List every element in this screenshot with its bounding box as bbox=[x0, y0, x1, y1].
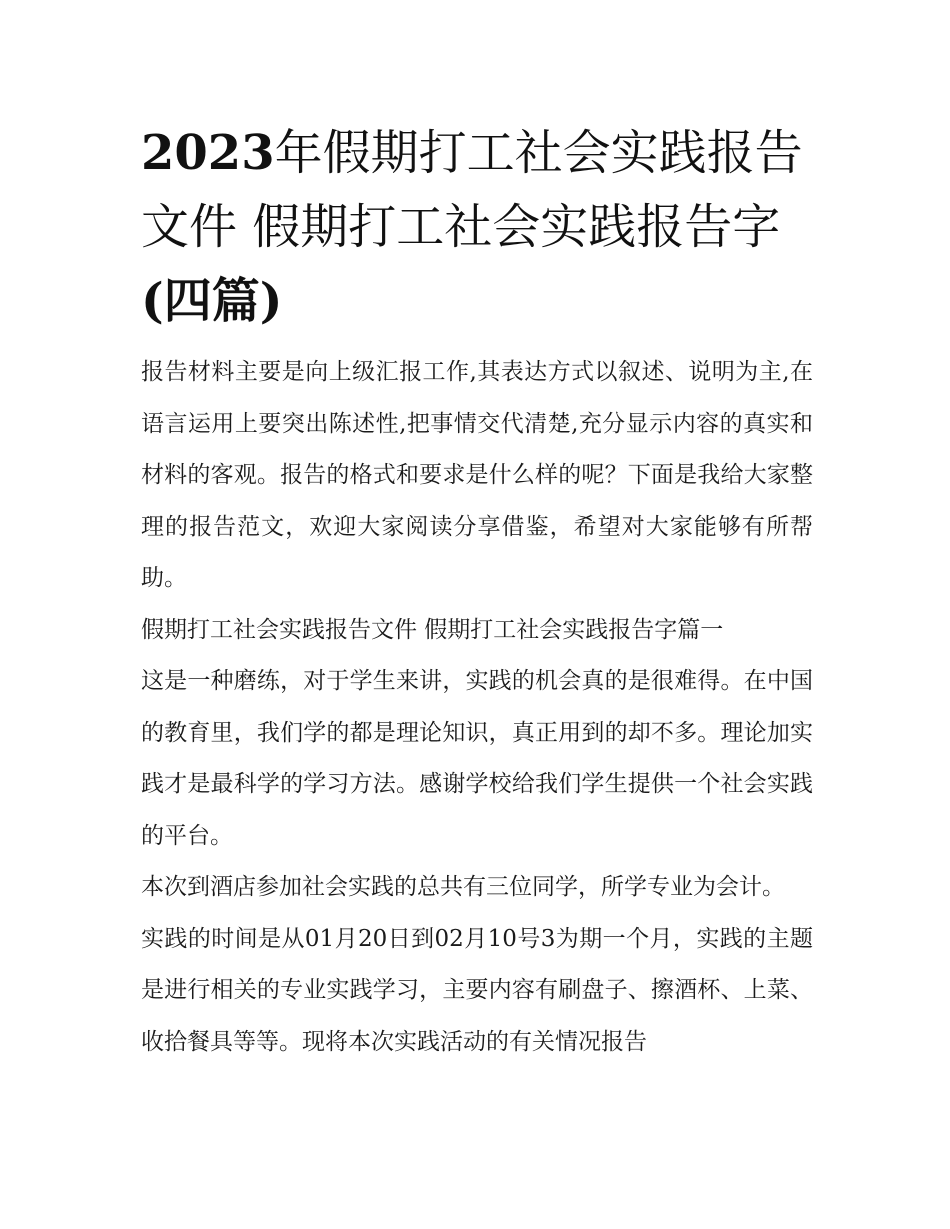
title-text: 年假期打工社会实践报告文件 假期打工社会实践报告字 bbox=[141, 125, 803, 255]
body-paragraph-2: 本次到酒店参加社会实践的总共有三位同学，所学专业为会计。 bbox=[141, 874, 785, 900]
title-suffix: (四篇) bbox=[141, 273, 283, 329]
intro-paragraph: 报告材料主要是向上级汇报工作,其表达方式以叙述、说明为主,在语言运用上要突出陈述性,把事情交代清楚,充分显示内容的真实和材料的客观。报告的格式和要求是什么样的呢？下面是我给大家整理的报告范文，欢迎大家阅读分享借鉴，希望对大家能够有所帮助。 bbox=[141, 359, 813, 591]
document-body bbox=[141, 347, 813, 1068]
title-year: 2023 bbox=[141, 125, 275, 181]
section-heading: 假期打工社会实践报告文件 假期打工社会实践报告字篇一 bbox=[141, 616, 724, 643]
document-title bbox=[141, 116, 813, 338]
document-content bbox=[141, 116, 813, 1068]
body-paragraph-3: 实践的时间是从01月20日到02月10号3为期一个月，实践的主题是进行相关的专业实践学习，主要内容有刷盘子、擦酒杯、上菜、收拾餐具等等。现将本次实践活动的有关情况报告 bbox=[141, 925, 813, 1055]
body-paragraph-1: 这是一种磨练，对于学生来讲，实践的机会真的是很难得。在中国的教育里，我们学的都是理论知识，真正用到的却不多。理论加实践才是最科学的学习方法。感谢学校给我们学生提供一个社会实践的平台。 bbox=[141, 668, 813, 849]
